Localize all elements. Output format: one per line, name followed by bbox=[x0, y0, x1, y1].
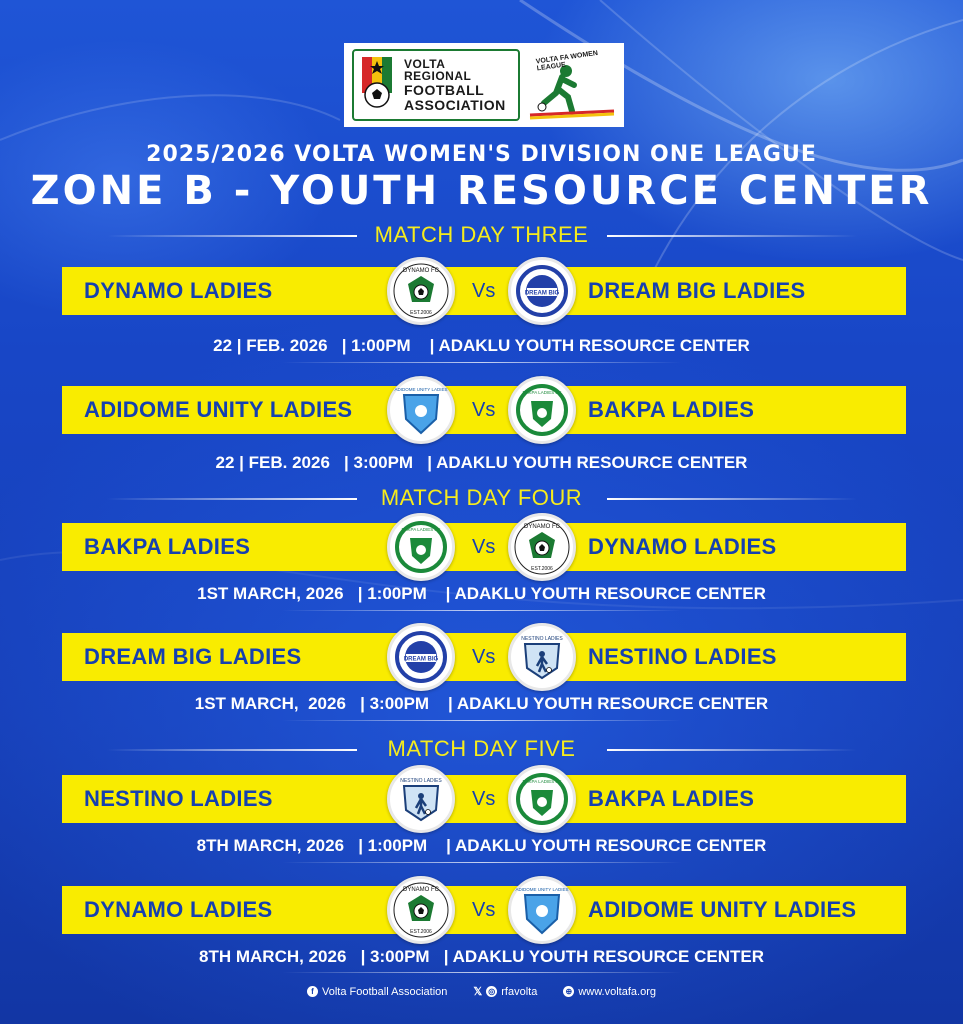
vs-label: Vs bbox=[472, 646, 496, 668]
bakpa-ladies-crest-icon bbox=[387, 513, 455, 581]
svg-text:EST.2006: EST.2006 bbox=[531, 566, 553, 572]
fixture-info: 8TH MARCH, 2026 | 1:00PM | ADAKLU YOUTH RESOURCE CENTER bbox=[196, 836, 767, 855]
womens-league-logo bbox=[528, 49, 616, 121]
home-team: NESTINO LADIES bbox=[84, 786, 273, 811]
vs-label: Vs bbox=[472, 536, 496, 558]
league-logo-text: VOLTA FA WOMEN LEAGUE bbox=[535, 49, 599, 73]
svg-text:BAKPA LADIES FC: BAKPA LADIES FC bbox=[401, 527, 441, 532]
globe-icon: ⊕ bbox=[563, 986, 574, 997]
svg-text:DREAM BIG: DREAM BIG bbox=[403, 656, 439, 663]
away-team: BAKPA LADIES bbox=[588, 397, 755, 422]
svg-text:EST.2006: EST.2006 bbox=[410, 929, 432, 935]
divider bbox=[282, 720, 682, 721]
svg-text:BAKPA LADIES FC: BAKPA LADIES FC bbox=[522, 390, 562, 395]
away-team: BAKPA LADIES bbox=[588, 786, 755, 811]
divider bbox=[282, 972, 682, 973]
nestino-ladies-crest-icon bbox=[387, 765, 455, 833]
away-team: DYNAMO LADIES bbox=[588, 534, 777, 559]
matchday-heading: MATCH DAY FOUR bbox=[0, 485, 963, 511]
vs-label: Vs bbox=[472, 280, 496, 302]
svg-text:DYNAMO FC: DYNAMO FC bbox=[403, 887, 439, 893]
fixture-bar bbox=[62, 386, 906, 434]
away-team: NESTINO LADIES bbox=[588, 644, 777, 669]
page-title: 2025/2026 VOLTA WOMEN'S DIVISION ONE LEAGUE bbox=[146, 142, 817, 167]
dream-big-crest-icon bbox=[508, 257, 576, 325]
header-logos bbox=[344, 43, 624, 127]
social-handle: rfavolta bbox=[501, 985, 538, 998]
fixture-info: 1ST MARCH, 2026 | 1:00PM | ADAKLU YOUTH RESOURCE CENTER bbox=[197, 584, 766, 603]
divider bbox=[282, 610, 682, 611]
matchday-heading: MATCH DAY FIVE bbox=[0, 736, 963, 762]
dynamo-fc-crest-icon bbox=[387, 257, 455, 325]
fixture-info: 22 | FEB. 2026 | 3:00PM | ADAKLU YOUTH RESOURCE CENTER bbox=[215, 453, 748, 472]
logo-line-1: VOLTA REGIONAL bbox=[404, 56, 472, 84]
logo-line-2: FOOTBALL bbox=[404, 81, 485, 98]
svg-text:EST.2006: EST.2006 bbox=[410, 310, 432, 316]
home-team: DREAM BIG LADIES bbox=[84, 644, 302, 669]
fixture-bar bbox=[62, 633, 906, 681]
dynamo-fc-crest-icon bbox=[508, 513, 576, 581]
website-label: www.voltafa.org bbox=[578, 985, 656, 998]
divider bbox=[282, 362, 682, 363]
dynamo-fc-crest-icon bbox=[387, 876, 455, 944]
adidome-unity-crest-icon bbox=[387, 376, 455, 444]
svg-text:ADIDOME UNITY LADIES: ADIDOME UNITY LADIES bbox=[394, 387, 448, 392]
dream-big-crest-icon bbox=[387, 623, 455, 691]
vs-label: Vs bbox=[472, 399, 496, 421]
home-team: DYNAMO LADIES bbox=[84, 897, 273, 922]
bakpa-ladies-crest-icon bbox=[508, 376, 576, 444]
x-icon: 𝕏 bbox=[473, 986, 483, 998]
adidome-unity-crest-icon bbox=[508, 876, 576, 944]
logo-line-3: ASSOCIATION bbox=[404, 96, 506, 113]
away-team: ADIDOME UNITY LADIES bbox=[588, 897, 857, 922]
fixture-info: 8TH MARCH, 2026 | 3:00PM | ADAKLU YOUTH RESOURCE CENTER bbox=[199, 947, 764, 966]
footer bbox=[0, 985, 963, 998]
fixture-info: 22 | FEB. 2026 | 1:00PM | ADAKLU YOUTH RESOURCE CENTER bbox=[213, 336, 750, 355]
instagram-icon: ◎ bbox=[486, 986, 497, 997]
fixture-bar bbox=[62, 267, 906, 315]
matchday-heading: MATCH DAY THREE bbox=[0, 222, 963, 248]
svg-text:ADIDOME UNITY LADIES: ADIDOME UNITY LADIES bbox=[515, 887, 569, 892]
facebook-icon: f bbox=[307, 986, 318, 997]
vs-label: Vs bbox=[472, 788, 496, 810]
gfa-crest-icon bbox=[358, 55, 398, 115]
fixture-bar bbox=[62, 523, 906, 571]
svg-text:NESTINO LADIES: NESTINO LADIES bbox=[521, 636, 563, 642]
nestino-ladies-crest-icon bbox=[508, 623, 576, 691]
website-link[interactable] bbox=[563, 985, 656, 998]
home-team: DYNAMO LADIES bbox=[84, 278, 273, 303]
page-subtitle: ZONE B - YOUTH RESOURCE CENTER bbox=[30, 168, 933, 214]
bakpa-ladies-crest-icon bbox=[508, 765, 576, 833]
vs-label: Vs bbox=[472, 899, 496, 921]
fixture-bar bbox=[62, 886, 906, 934]
fixture-bar bbox=[62, 775, 906, 823]
home-team: BAKPA LADIES bbox=[84, 534, 251, 559]
svg-text:DREAM BIG: DREAM BIG bbox=[524, 290, 560, 297]
facebook-link[interactable] bbox=[307, 985, 447, 998]
away-team: DREAM BIG LADIES bbox=[588, 278, 806, 303]
fixture-info: 1ST MARCH, 2026 | 3:00PM | ADAKLU YOUTH RESOURCE CENTER bbox=[194, 694, 769, 713]
svg-text:NESTINO LADIES: NESTINO LADIES bbox=[400, 778, 442, 784]
home-team: ADIDOME UNITY LADIES bbox=[84, 397, 353, 422]
svg-text:DYNAMO FC: DYNAMO FC bbox=[524, 524, 560, 530]
svg-text:BAKPA LADIES FC: BAKPA LADIES FC bbox=[522, 779, 562, 784]
volta-fa-logo bbox=[352, 49, 520, 121]
social-handle-link[interactable] bbox=[473, 985, 537, 998]
divider bbox=[282, 862, 682, 863]
facebook-label: Volta Football Association bbox=[322, 985, 448, 998]
svg-text:DYNAMO FC: DYNAMO FC bbox=[403, 268, 439, 274]
